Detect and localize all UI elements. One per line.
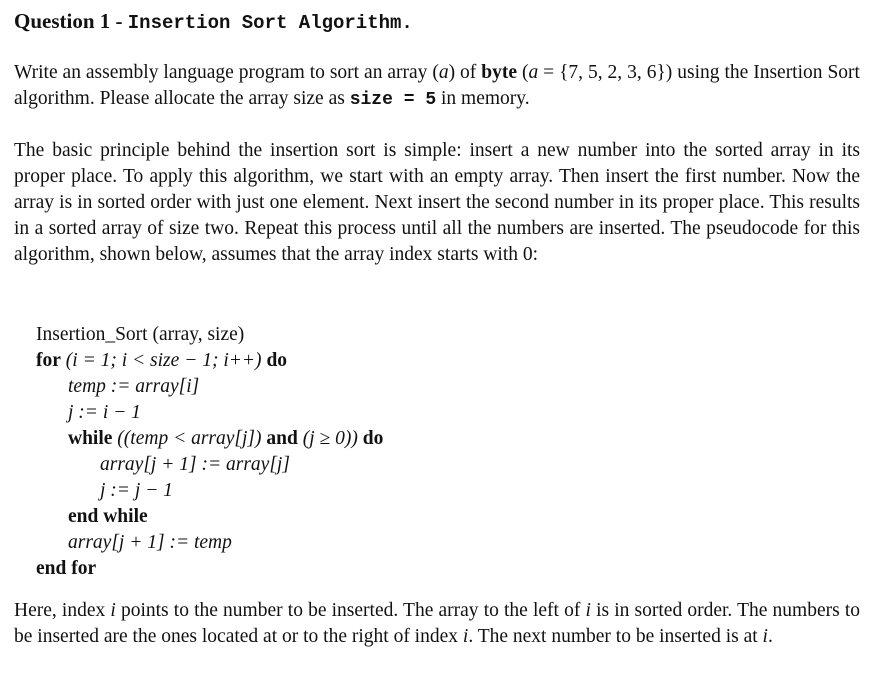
task-text-3: ( <box>517 62 529 83</box>
pseudocode-line-8: end while <box>68 506 148 527</box>
while-keyword: while <box>68 428 113 449</box>
index-i-3: i <box>462 626 469 647</box>
for-keyword: for <box>36 350 61 371</box>
question-title: Insertion Sort Algorithm. <box>127 12 413 34</box>
pseudocode-line-9: array[j + 1] := temp <box>68 532 232 553</box>
size-code: size = 5 <box>349 90 437 110</box>
pseudocode-line-4: j := i − 1 <box>68 402 141 423</box>
explanation-paragraph <box>14 598 860 650</box>
task-paragraph <box>14 60 860 113</box>
pseudocode-line-2 <box>36 348 383 374</box>
var-a: a <box>438 62 449 83</box>
pseudocode-line-7: j := j − 1 <box>100 480 173 501</box>
question-heading <box>14 7 413 37</box>
var-a-2: a <box>528 62 539 83</box>
pseudocode-line-3: temp := array[i] <box>68 376 200 397</box>
explain-text-5: . <box>767 626 773 647</box>
pseudocode-line-1: Insertion_Sort (array, size) <box>36 324 245 345</box>
pseudocode-line-6: array[j + 1] := array[j] <box>100 454 290 475</box>
principle-paragraph: The basic principle behind the insertion sort is simple: insert a new number into the sorted array in its proper place. To apply this algorithm, we start with an empty array. Then insert the first number. Now the array is in sorted order with just one element. Next insert the second number in its proper place. This results in a sorted array of size two. Repeat this process until all the numbers are inserted. The pseudocode for this algorithm, shown below, assumes that the array index starts with 0: <box>14 140 860 265</box>
for-condition: (i = 1; i < size − 1; i++) <box>60 350 267 371</box>
explain-text-3: is in sorted order. The numbers to be inserted are the ones located at or to the right of index <box>14 600 861 647</box>
task-text-5: in memory. <box>436 88 530 109</box>
pseudocode-line-10: end for <box>36 558 97 579</box>
explain-text-1: Here, index <box>14 600 111 621</box>
task-text-2: ) of <box>448 62 482 83</box>
question-number: Question 1 - <box>14 9 123 33</box>
task-text-1: Write an assembly language program to sort an array ( <box>14 62 439 83</box>
and-keyword: and <box>266 428 298 449</box>
explain-text-2: points to the number to be inserted. The array to the left of <box>115 600 586 621</box>
task-text-4: = {7, 5, 2, 3, 6}) using the Insertion Sort algorithm. Please allocate the array size as <box>14 62 860 109</box>
while-condition-a: ((temp < array[j]) <box>112 428 267 449</box>
while-do-keyword: do <box>362 428 384 449</box>
index-i-1: i <box>110 600 116 621</box>
type-word: byte <box>481 62 517 83</box>
while-condition-b: (j ≥ 0)) <box>297 428 363 449</box>
index-i-2: i <box>585 600 591 621</box>
explain-text-4: . The next number to be inserted is at <box>468 626 763 647</box>
index-i-4: i <box>762 626 768 647</box>
pseudocode-block <box>36 322 383 582</box>
for-do-keyword: do <box>266 350 288 371</box>
pseudocode-line-5 <box>36 426 383 452</box>
